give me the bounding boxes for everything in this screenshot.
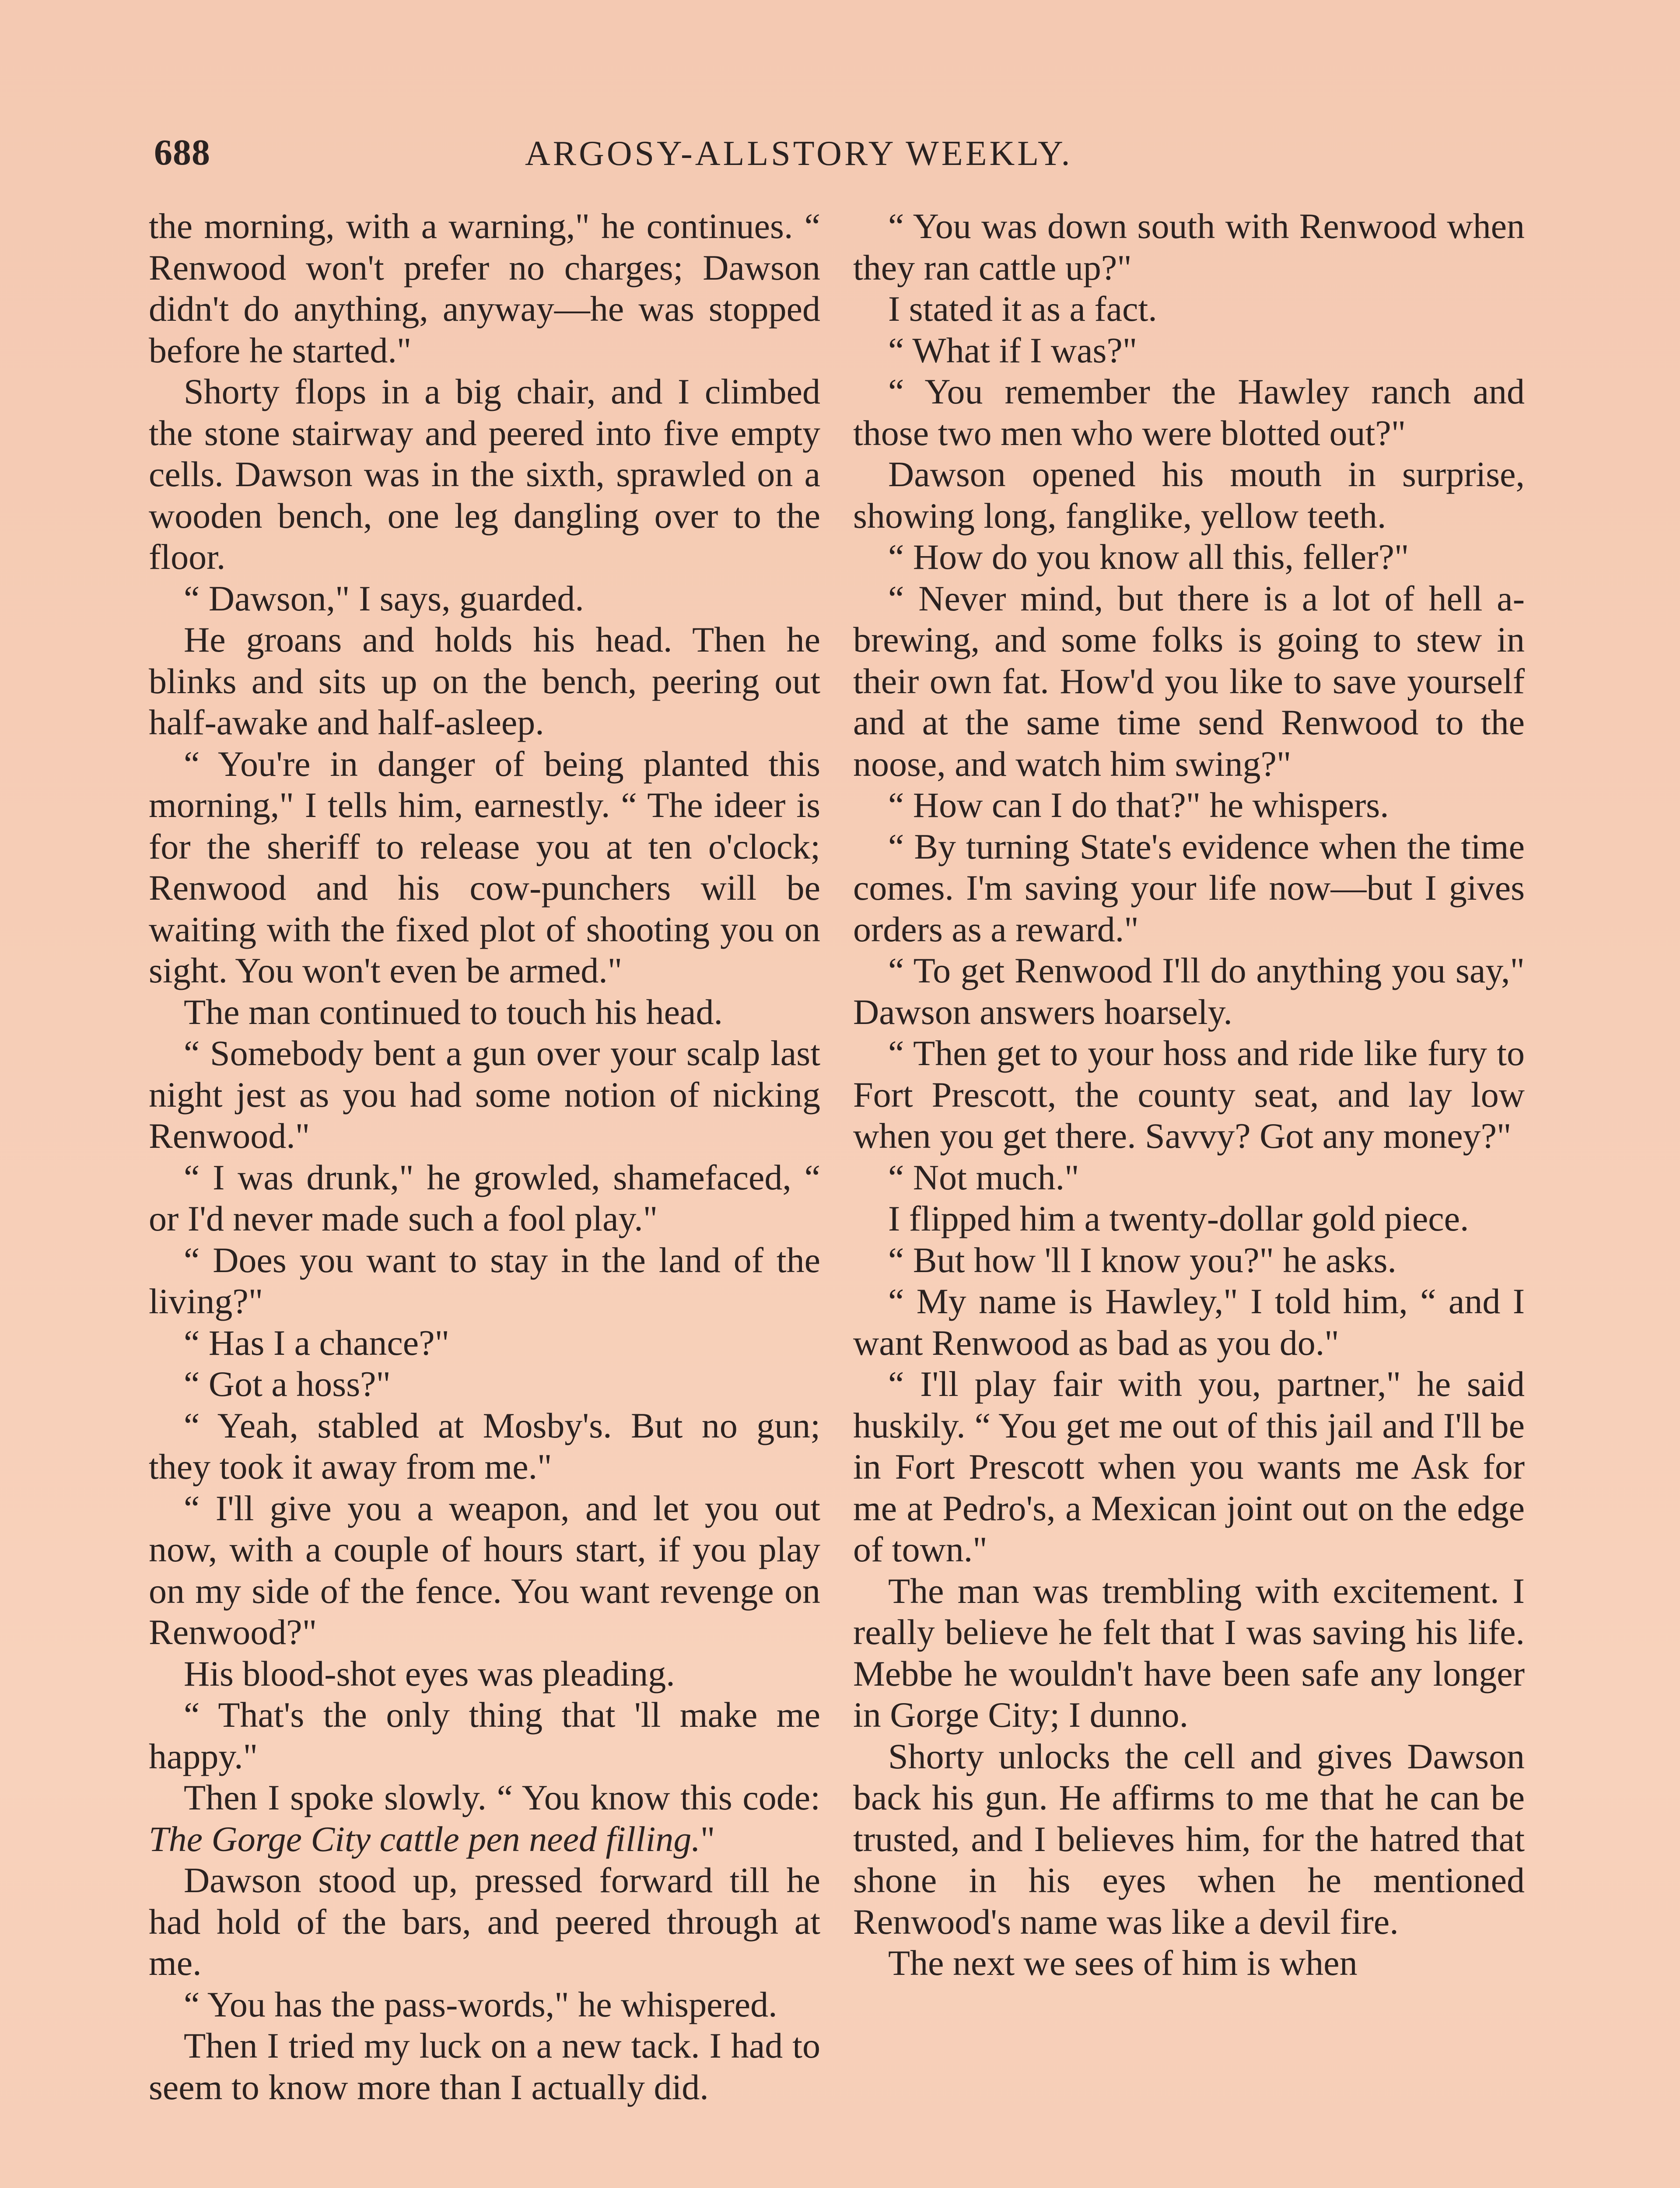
paragraph: “ Not much." [888,1157,1079,1197]
paragraph: “ Does you want to stay in the land of the living?" [149,1240,820,1321]
paragraph: I flipped him a twenty-dollar gold piece. [888,1199,1469,1238]
paragraph: the morning, with a warning," he continues. “ Renwood won't prefer no charges; Dawson didn't do anything, anyway—he was stopped before he started." [149,206,820,370]
paragraph: “ Never mind, but there is a lot of hell a-brewing, and some folks is going to stew in their own fat. How'd you like to save yourself and at the same time send Renwood to the noose, and watch him swing?" [853,578,1525,784]
paragraph: “ Has I a chance?" [184,1322,450,1363]
paragraph: “ You was down south with Renwood when they ran cattle up?" [853,206,1525,288]
paragraph: “ You're in danger of being planted this morning," I tells him, earnestly. “ The ideer is for the sheriff to release you at ten o'clock; Renwood and his cow-punchers will be waiting with the fixed plot of shooting you on sight. You won't even be armed." [149,743,820,990]
code-phrase: The Gorge City cattle pen need filling. [149,1819,700,1859]
paragraph: He groans and holds his head. Then he blinks and sits up on the bench, peering out half-awake and half-asleep. [149,620,820,742]
paragraph: “ Dawson," I says, guarded. [184,578,584,618]
paragraph: Shorty flops in a big chair, and I climbed the stone stairway and peered into five empty cells. Dawson was in the sixth, sprawled on a wooden bench, one leg dangling over to the floor. [149,372,820,577]
paragraph: “ To get Renwood I'll do anything you say," Dawson answers hoarsely. [853,950,1525,1032]
paragraph: “ That's the only thing that 'll make me happy." [149,1695,820,1776]
paragraph: Shorty unlocks the cell and gives Dawson back his gun. He affirms to me that he can be trusted, and I believes him, for the hatred that shone in his eyes when he mentioned Renwood's name was like a devil fire. [853,1736,1525,1942]
paragraph: “ Got a hoss?" [184,1364,391,1404]
paragraph: “ Somebody bent a gun over your scalp last night jest as you had some notion of nicking Renwood." [149,1033,820,1156]
paragraph: The man continued to touch his head. [184,992,723,1032]
paragraph-with-code [149,1777,820,1860]
paragraph: “ I'll give you a weapon, and let you out now, with a couple of hours start, if you play on my side of the fence. You want revenge on Renwood?" [149,1488,820,1652]
paragraph: “ What if I was?" [888,330,1138,370]
paragraph: “ Then get to your hoss and ride like fury to Fort Prescott, the county seat, and lay low when you get there. Savvy? Got any money?" [853,1033,1525,1156]
paragraph: His blood-shot eyes was pleading. [184,1653,675,1694]
running-head: ARGOSY-ALLSTORY WEEKLY. [525,134,1073,173]
paragraph: “ By turning State's evidence when the time comes. I'm saving your life now—but I gives orders as a reward." [853,826,1525,949]
paragraph: “ I'll play fair with you, partner," he said huskily. “ You get me out of this jail and I'll be in Fort Prescott when you wants me Ask for me at Pedro's, a Mexican joint out on the edge of town." [853,1364,1525,1569]
paragraph: Dawson opened his mouth in surprise, showing long, fanglike, yellow teeth. [853,454,1525,536]
paragraph: “ How can I do that?" he whispers. [888,785,1389,825]
closing-quote: " [700,1819,715,1859]
paragraph: “ My name is Hawley," I told him, “ and I want Renwood as bad as you do." [853,1281,1525,1363]
left-column [149,206,820,2108]
paragraph: I stated it as a fact. [888,289,1157,329]
paragraph: The next we sees of him is when [888,1943,1358,1983]
paragraph: “ You remember the Hawley ranch and those two men who were blotted out?" [853,372,1525,453]
paragraph: “ But how 'll I know you?" he asks. [888,1240,1396,1280]
paragraph: The man was trembling with excitement. I really believe he felt that I was saving his life. Mebbe he wouldn't have been safe any longer in Gorge City; I dunno. [853,1571,1525,1735]
paragraph: Dawson stood up, pressed forward till he had hold of the bars, and peered through at me. [149,1860,820,1983]
paragraph: “ How do you know all this, feller?" [888,537,1409,577]
paragraph: “ I was drunk," he growled, shamefaced, “ or I'd never made such a fool play." [149,1157,820,1238]
paragraph: Then I tried my luck on a new tack. I had to seem to know more than I actually did. [149,2026,820,2107]
paragraph-text: Then I spoke slowly. “ You know this code: [184,1778,820,1817]
page-number: 688 [154,132,210,173]
paragraph: “ You has the pass-words," he whispered. [184,1984,777,2024]
right-column [853,206,1525,1984]
paragraph: “ Yeah, stabled at Mosby's. But no gun; they took it away from me." [149,1405,820,1487]
